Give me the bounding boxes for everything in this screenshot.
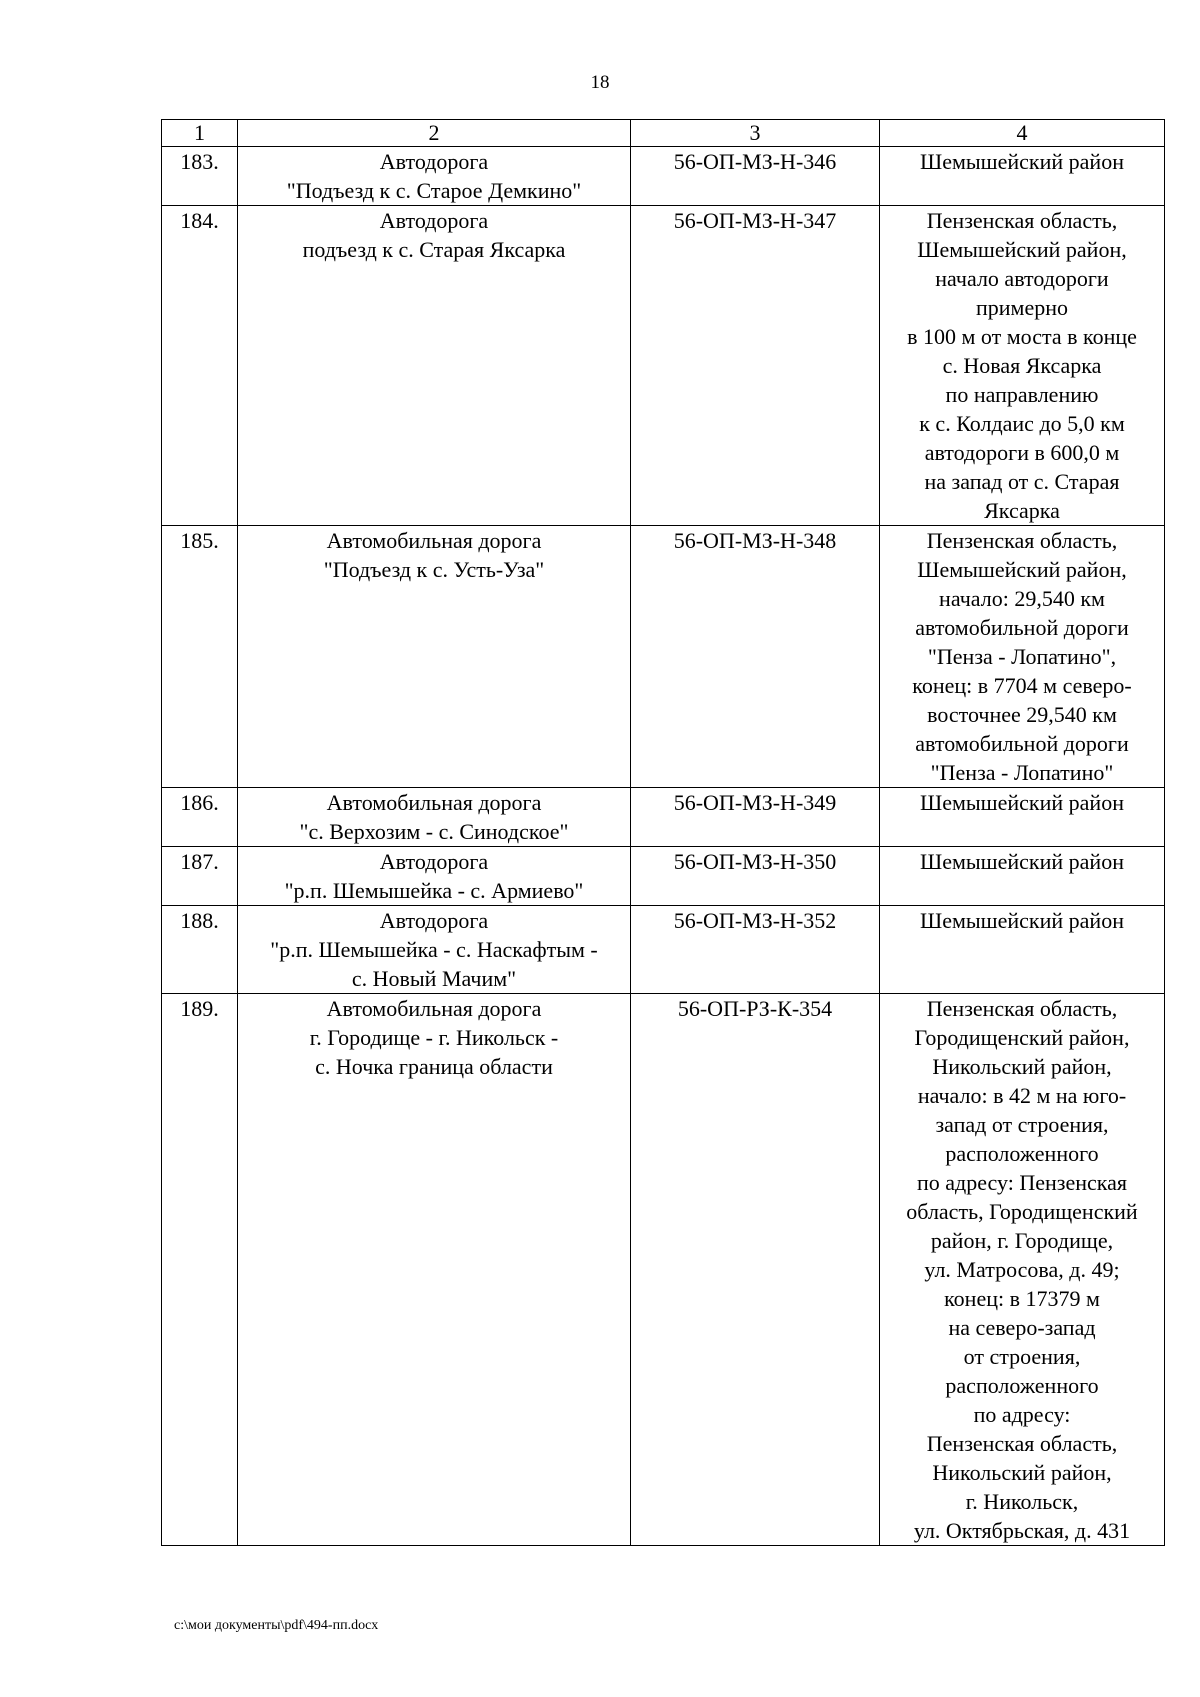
road-location: Пензенская область, Шемышейский район, начало автодороги примерно в 100 м от моста в конце с. Новая Яксарка по направлению к с. Колдаис до 5,0 км автодороги в 600,0 м на запад от с. Старая Яксарка <box>880 206 1165 526</box>
page-number: 18 <box>590 72 610 93</box>
row-number: 184. <box>162 206 238 526</box>
road-id: 56-ОП-РЗ-К-354 <box>631 994 880 1546</box>
row-number: 183. <box>162 147 238 206</box>
road-name: Автодорога подъезд к с. Старая Яксарка <box>238 206 631 526</box>
header-col-4: 4 <box>880 120 1165 147</box>
road-location: Шемышейский район <box>880 788 1165 847</box>
table-row <box>162 994 1165 1546</box>
road-name: Автодорога "р.п. Шемышейка - с. Армиево" <box>238 847 631 906</box>
table-row <box>162 788 1165 847</box>
header-col-3: 3 <box>631 120 880 147</box>
table-row <box>162 526 1165 788</box>
header-col-1: 1 <box>162 120 238 147</box>
road-location: Шемышейский район <box>880 906 1165 994</box>
header-col-2: 2 <box>238 120 631 147</box>
road-name: Автодорога "р.п. Шемышейка - с. Наскафтым - с. Новый Мачим" <box>238 906 631 994</box>
road-id: 56-ОП-МЗ-Н-350 <box>631 847 880 906</box>
row-number: 187. <box>162 847 238 906</box>
table-row <box>162 147 1165 206</box>
table-row <box>162 847 1165 906</box>
road-name: Автомобильная дорога г. Городище - г. Никольск - с. Ночка граница области <box>238 994 631 1546</box>
row-number: 188. <box>162 906 238 994</box>
road-id: 56-ОП-МЗ-Н-348 <box>631 526 880 788</box>
road-id: 56-ОП-МЗ-Н-346 <box>631 147 880 206</box>
table-row <box>162 906 1165 994</box>
road-name: Автодорога "Подъезд к с. Старое Демкино" <box>238 147 631 206</box>
row-number: 189. <box>162 994 238 1546</box>
row-number: 185. <box>162 526 238 788</box>
road-name: Автомобильная дорога "Подъезд к с. Усть-Уза" <box>238 526 631 788</box>
road-id: 56-ОП-МЗ-Н-352 <box>631 906 880 994</box>
road-id: 56-ОП-МЗ-Н-349 <box>631 788 880 847</box>
road-location: Пензенская область, Городищенский район, Никольский район, начало: в 42 м на юго- запад от строения, расположенного по адресу: Пензенская область, Городищенский район, г. Городище, ул. Матросова, д. 49; конец: в 17379 м на северо-запад от строения, расположенного по адресу: Пензенская область, Никольский район, г. Никольск, ул. Октябрьская, д. 431 <box>880 994 1165 1546</box>
table-header-row <box>162 120 1165 147</box>
road-location: Шемышейский район <box>880 147 1165 206</box>
roads-table <box>161 119 1165 1546</box>
road-location: Шемышейский район <box>880 847 1165 906</box>
table-row <box>162 206 1165 526</box>
row-number: 186. <box>162 788 238 847</box>
road-location: Пензенская область, Шемышейский район, начало: 29,540 км автомобильной дороги "Пенза - Лопатино", конец: в 7704 м северо- восточнее 29,540 км автомобильной дороги "Пенза - Лопатино" <box>880 526 1165 788</box>
road-id: 56-ОП-МЗ-Н-347 <box>631 206 880 526</box>
file-path-footer: c:\мои документы\pdf\494-пп.docx <box>174 1618 379 1633</box>
road-name: Автомобильная дорога "с. Верхозим - с. Синодское" <box>238 788 631 847</box>
